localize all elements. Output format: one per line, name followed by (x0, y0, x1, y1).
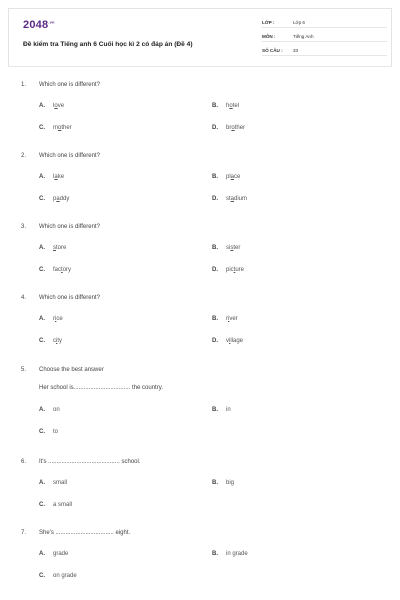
answer-option-a[interactable] (39, 316, 63, 322)
question-number: 7. (21, 530, 27, 536)
option-word: small (53, 480, 68, 486)
option-letter: B. (212, 407, 218, 413)
question-number: 6. (21, 459, 27, 465)
option-letter: A. (39, 480, 45, 486)
option-word: store (53, 245, 67, 251)
answer-option-c[interactable] (39, 125, 72, 131)
option-letter: B. (212, 316, 218, 322)
question-text: Which one is different? (39, 295, 100, 301)
document-header: $2048^{.vn}$ Đề kiểm tra Tiếng anh 6 Cuối học kì 2 có đáp án (Đề 4) LỚP : Lớp 6 MÔN : Tiếng Anh SỐ CÂU : 33 (8, 8, 392, 66)
option-word: big (226, 480, 235, 486)
question-number: 5. (21, 367, 27, 373)
option-word: grade (53, 551, 69, 557)
option-letter: C. (39, 338, 45, 344)
option-letter: A. (39, 316, 45, 322)
option-word: factory (53, 267, 72, 273)
answer-option-a[interactable] (39, 103, 64, 109)
option-word: in grade (226, 551, 248, 557)
question-number: 4. (21, 295, 27, 301)
option-letter: A. (39, 407, 45, 413)
option-letter: C. (39, 573, 45, 579)
question-number: 3. (21, 224, 27, 230)
option-word: city (53, 338, 63, 344)
answer-option-b[interactable] (212, 480, 234, 486)
answer-option-b[interactable] (212, 103, 239, 109)
question-stem: Her school is.................................. the country. (39, 385, 163, 391)
answer-option-c[interactable] (39, 196, 69, 202)
site-logo[interactable]: $2048^{.vn}$ (23, 19, 55, 31)
answer-option-c[interactable] (39, 502, 72, 508)
option-word: mother (53, 125, 72, 131)
answer-option-a[interactable] (39, 480, 67, 486)
question-number: 2. (21, 153, 27, 159)
answer-option-d[interactable] (212, 196, 247, 202)
option-letter: D. (212, 267, 218, 273)
question-number: 1. (21, 82, 27, 88)
question-text: She's ................................... eight. (39, 530, 131, 536)
answer-option-a[interactable] (39, 551, 68, 557)
option-letter: A. (39, 245, 45, 251)
option-letter: C. (39, 196, 45, 202)
document-title: Đề kiểm tra Tiếng anh 6 Cuối học kì 2 có đáp án (Đề 4) (23, 41, 193, 48)
question-text: Which one is different? (39, 224, 100, 230)
option-word: village (226, 338, 244, 344)
option-letter: B. (212, 480, 218, 486)
option-word: on (53, 407, 60, 413)
option-letter: B. (212, 551, 218, 557)
question-text: It's ........................................... school. (39, 459, 141, 465)
answer-option-a[interactable] (39, 174, 64, 180)
answer-option-c[interactable] (39, 338, 62, 344)
option-word: sister (226, 245, 241, 251)
answer-option-c[interactable] (39, 429, 58, 435)
answer-option-b[interactable] (212, 551, 248, 557)
option-letter: B. (212, 245, 218, 251)
option-word: place (226, 174, 241, 180)
option-word: picture (226, 267, 245, 273)
option-word: a small (53, 502, 73, 508)
option-letter: D. (212, 338, 218, 344)
option-letter: A. (39, 174, 45, 180)
answer-option-b[interactable] (212, 407, 231, 413)
option-word: brother (226, 125, 246, 131)
question-text: Which one is different? (39, 153, 100, 159)
option-word: in (226, 407, 231, 413)
option-letter: B. (212, 103, 218, 109)
answer-option-b[interactable] (212, 245, 240, 251)
answer-option-b[interactable] (212, 174, 240, 180)
option-word: on grade (53, 573, 77, 579)
option-word: stadium (226, 196, 248, 202)
answer-option-b[interactable] (212, 316, 238, 322)
answer-option-d[interactable] (212, 338, 243, 344)
answer-option-c[interactable] (39, 573, 77, 579)
answer-option-d[interactable] (212, 125, 245, 131)
option-letter: D. (212, 125, 218, 131)
option-word: river (226, 316, 238, 322)
option-word: to (53, 429, 59, 435)
answer-option-d[interactable] (212, 267, 244, 273)
answer-option-c[interactable] (39, 267, 71, 273)
option-word: love (53, 103, 65, 109)
answer-option-a[interactable] (39, 407, 60, 413)
option-letter: A. (39, 551, 45, 557)
answer-option-a[interactable] (39, 245, 66, 251)
option-letter: C. (39, 502, 45, 508)
option-word: paddy (53, 196, 70, 202)
option-letter: C. (39, 429, 45, 435)
option-letter: C. (39, 267, 45, 273)
option-letter: B. (212, 174, 218, 180)
option-word: lake (53, 174, 65, 180)
question-text: Choose the best answer (39, 367, 104, 373)
option-letter: D. (212, 196, 218, 202)
option-word: hotel (226, 103, 240, 109)
option-letter: A. (39, 103, 45, 109)
header-divider (8, 66, 392, 67)
option-word: rice (53, 316, 63, 322)
question-text: Which one is different? (39, 82, 100, 88)
option-letter: C. (39, 125, 45, 131)
